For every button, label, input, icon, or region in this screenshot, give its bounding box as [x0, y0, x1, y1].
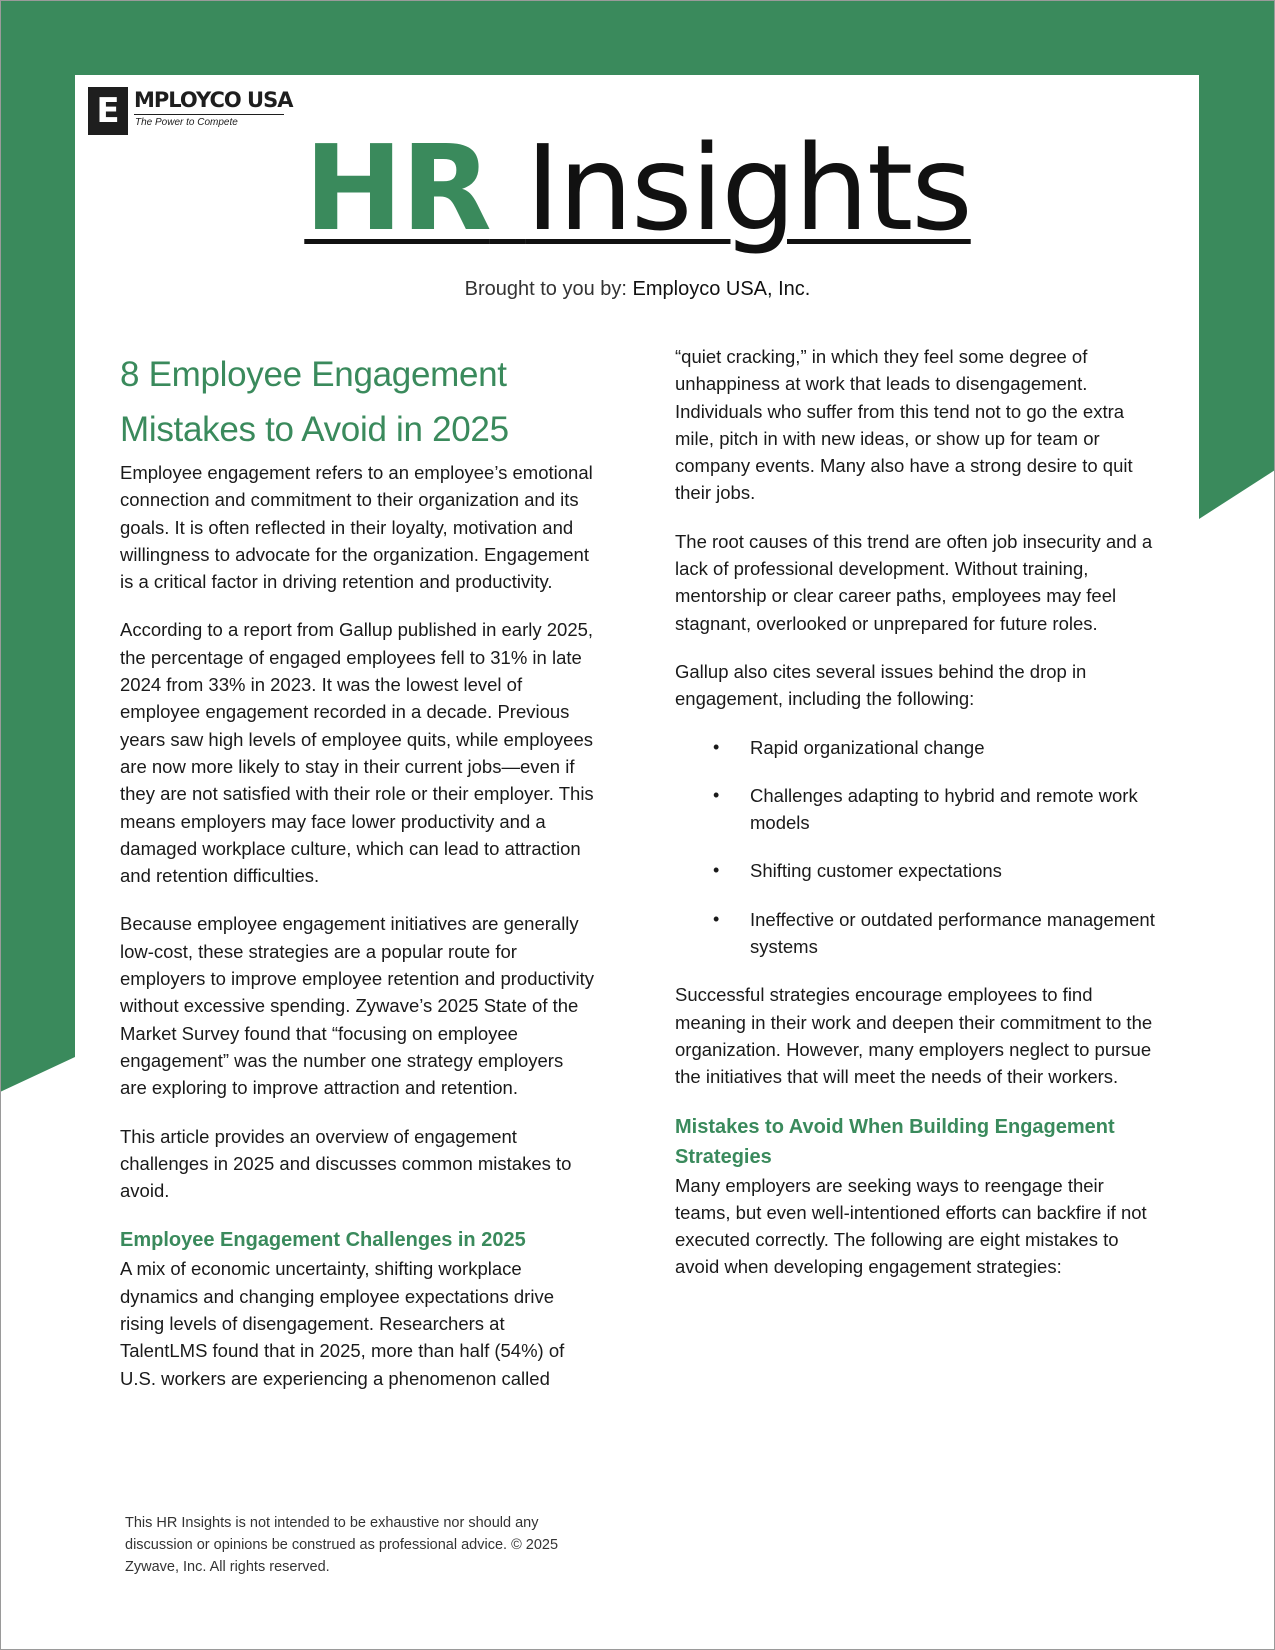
section-heading-challenges: Employee Engagement Challenges in 2025 — [120, 1229, 526, 1252]
list-item — [675, 906, 1155, 961]
intro-paragraph-4: This article provides an overview of engagement challenges in 2025 and discusses common mistakes to avoid. — [120, 1125, 572, 1202]
challenges-paragraph-start: A mix of economic uncertainty, shifting workplace dynamics and changing employee expectations drive rising levels of disengagement. Researchers at TalentLMS found that in 2025, more than half (54%) of U.S. workers are experiencing a phenomenon called — [120, 1258, 565, 1389]
bullet-icon: • — [713, 908, 720, 929]
right-column — [675, 343, 1155, 1302]
footer-disclaimer: This HR Insights is not intended to be exhaustive nor should any discussion or opinions be construed as professional advice. © 2025 Zywave, Inc. All rights reserved. — [125, 1515, 559, 1575]
closing-paragraph: Successful strategies encourage employees to find meaning in their work and deepen their commitment to the organization. However, many employers neglect to pursue the initiatives that will meet the needs of their workers. — [675, 984, 1153, 1088]
list-item — [675, 734, 1155, 761]
masthead-insights: Insights — [525, 119, 971, 257]
list-item-text: Ineffective or outdated performance management systems — [750, 908, 1155, 958]
logo-letter-box: E — [88, 87, 128, 135]
intro-paragraph-2: According to a report from Gallup published in early 2025, the percentage of engaged employees fell to 31% in late 2024 from 33% in 2023. It was the lowest level of employee engagement recorded in a decade. Previous years saw high levels of employee quits, while employees are now more likely to stay in their current jobs—even if they are not satisfied with their role or their employer. This means employers may face lower productivity and a damaged workplace culture, which can lead to attraction and retention difficulties. — [120, 619, 594, 887]
issues-list — [675, 734, 1155, 961]
brought-to-you-by — [0, 278, 1275, 301]
gallup-lead-paragraph: Gallup also cites several issues behind the drop in engagement, including the following: — [675, 660, 1087, 710]
challenges-paragraph-continued: “quiet cracking,” in which they feel some degree of unhappiness at work that leads to disengagement. Individuals who suffer from this tend not to go the extra mile, pitch in with new ideas, or show up for team or company events. Many also have a strong desire to quit their jobs. — [675, 346, 1133, 504]
list-item — [675, 857, 1155, 884]
logo-rule — [134, 114, 284, 115]
masthead-title — [0, 118, 1275, 258]
brought-company: Employco USA, Inc. — [632, 278, 811, 300]
list-item — [675, 782, 1155, 837]
masthead-hr: HR — [304, 119, 490, 257]
list-item-text: Rapid organizational change — [750, 736, 985, 758]
article-title: 8 Employee Engagement Mistakes to Avoid in 2025 — [120, 355, 509, 449]
logo-tagline: The Power to Compete — [135, 117, 238, 128]
section-heading-mistakes: Mistakes to Avoid When Building Engagement Strategies — [675, 1115, 1115, 1168]
root-causes-paragraph: The root causes of this trend are often job insecurity and a lack of professional development. Without training, mentorship or clear career paths, employees may feel stagnant, overlooked or unprepared for future roles. — [675, 530, 1153, 634]
intro-paragraph-3: Because employee engagement initiatives are generally low-cost, these strategies are a popular route for employers to improve employee retention and productivity without excessive spending. Zywave’s 2025 State of the Market Survey found that “focusing on employee engagement” was the number one strategy employers are exploring to improve attraction and retention. — [120, 913, 595, 1099]
mistakes-intro-paragraph: Many employers are seeking ways to reengage their teams, but even well-intentioned efforts can backfire if not executed correctly. The following are eight mistakes to avoid when developing engagement strategies: — [675, 1174, 1147, 1278]
intro-paragraph-1: Employee engagement refers to an employee’s emotional connection and commitment to their organization and its goals. It is often reflected in their loyalty, motivation and willingness to advocate for the organization. Engagement is a critical factor in driving retention and productivity. — [120, 462, 593, 593]
logo-company-name: MPLOYCO USA — [134, 88, 293, 112]
bullet-icon: • — [713, 736, 720, 757]
list-item-text: Challenges adapting to hybrid and remote work models — [750, 784, 1138, 834]
list-item-text: Shifting customer expectations — [750, 860, 1002, 882]
masthead-space — [490, 119, 526, 257]
brought-prefix: Brought to you by: — [464, 278, 633, 300]
bullet-icon: • — [713, 784, 720, 805]
left-column — [120, 347, 595, 1413]
bullet-icon: • — [713, 860, 720, 881]
